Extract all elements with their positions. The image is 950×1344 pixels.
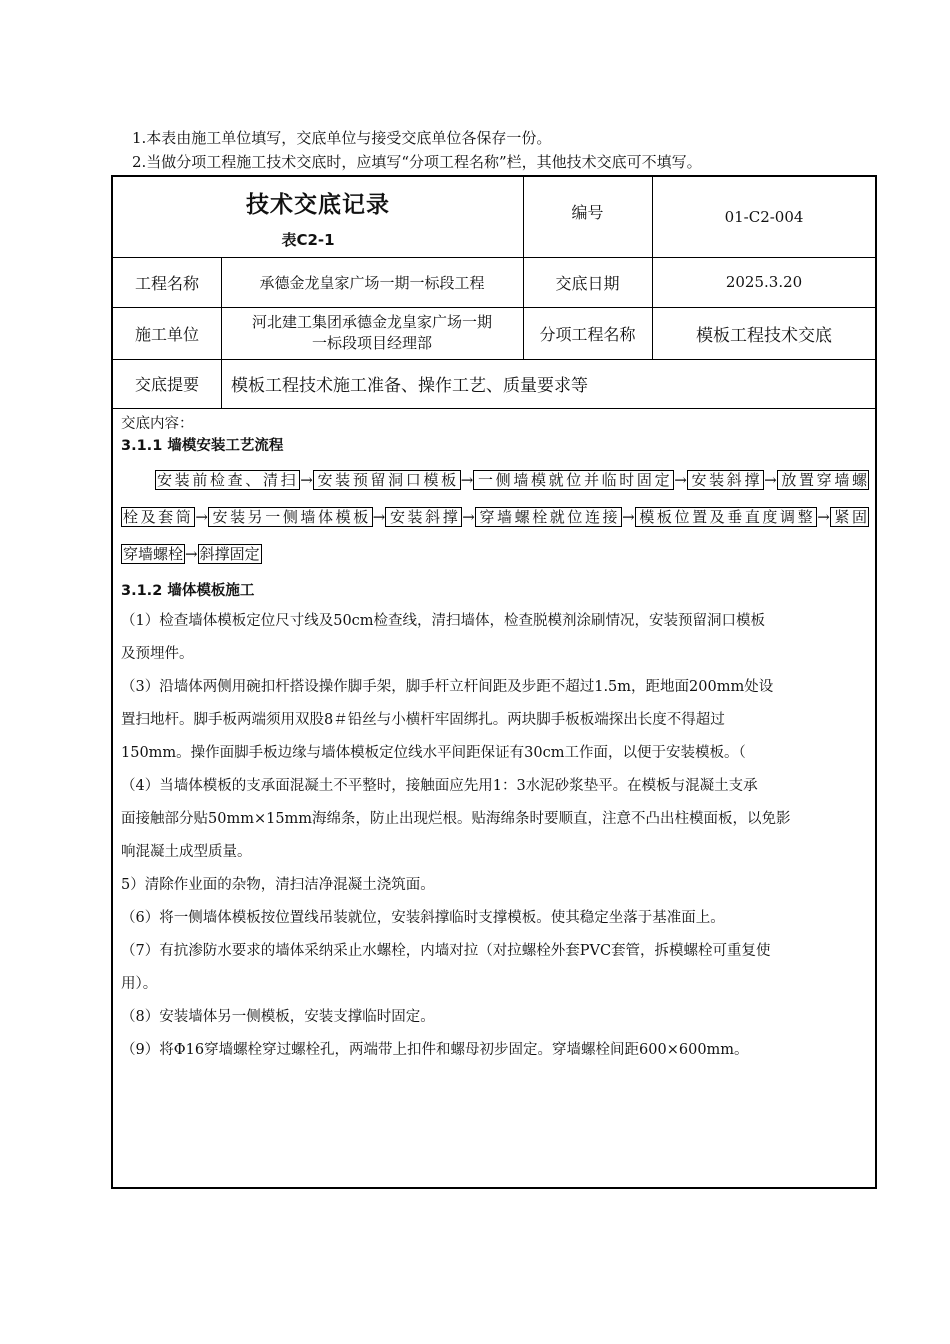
paragraph-7 — [121, 935, 869, 1001]
arrow-icon: → — [195, 508, 208, 526]
paragraph-line: 面接触部分贴50mm×15mm海绵条，防止出现烂根。贴海绵条时要顺直，注意不凸出柱模面板，以免影 — [121, 811, 791, 827]
project-name-label: 工程名称 — [134, 273, 199, 293]
flow-step: 安装斜撑 — [688, 471, 763, 489]
number-value: 01-C2-004 — [724, 208, 804, 226]
flow-step: 模板位置及垂直度调整 — [636, 508, 816, 526]
paragraph-3 — [121, 671, 869, 770]
arrow-icon: → — [185, 545, 198, 563]
arrow-icon: → — [674, 471, 687, 489]
flow-step: 紧固 — [831, 508, 867, 526]
paragraph-9 — [121, 1034, 869, 1067]
paragraph-line: 用）。 — [121, 976, 158, 992]
paragraph-line: （9）将Φ16穿墙螺栓穿过螺栓孔，两端带上扣件和螺母初步固定。穿墙螺栓间距600×600mm。 — [121, 1042, 749, 1058]
arrow-icon: → — [460, 471, 474, 489]
arrow-icon: → — [764, 471, 777, 489]
project-name-value: 承德金龙皇家广场一期一标段工程 — [259, 273, 485, 292]
summary-label: 交底提要 — [134, 375, 199, 394]
content-intro: 交底内容： — [121, 416, 194, 432]
flow-step: 放置穿墙螺 — [778, 471, 867, 489]
summary-value: 模板工程技术施工准备、操作工艺、质量要求等 — [231, 376, 588, 396]
record-table — [111, 175, 877, 1189]
note-line-2: 2.当做分项工程施工技术交底时，应填写“分项工程名称”栏，其他技术交底可不填写。 — [132, 153, 702, 171]
page-title: 技术交底记录 — [246, 192, 390, 218]
unit-value-line2: 一标段项目经理部 — [311, 334, 432, 352]
flow-step: 斜撑固定 — [199, 545, 260, 563]
paragraph-1 — [121, 605, 869, 671]
flow-step: 安装另一侧墙体模板 — [209, 508, 371, 526]
subproject-value: 模板工程技术交底 — [696, 325, 832, 346]
paragraph-line: （1）检查墙体模板定位尺寸线及50cm检查线，清扫墙体，检查脱模剂涂刷情况，安装预留洞口模板 — [121, 613, 766, 629]
title-block — [113, 177, 523, 257]
flow-step: 栓及套筒 — [123, 508, 194, 526]
paragraph-line: 置扫地杆。脚手板两端须用双股8＃铅丝与小横杆牢固绑扎。两块脚手板板端探出长度不得超过 — [121, 712, 725, 728]
date-label: 交底日期 — [555, 273, 620, 293]
arrow-icon: → — [622, 508, 635, 526]
paragraph-line: 及预埋件。 — [121, 646, 194, 662]
note-line-1: 1.本表由施工单位填写，交底单位与接受交底单位各保存一份。 — [132, 129, 552, 147]
flow-step: 一侧墙模就位并临时固定 — [475, 471, 673, 489]
unit-value-line1: 河北建工集团承德金龙皇家广场一期 — [251, 313, 492, 331]
date-value: 2025.3.20 — [725, 273, 803, 291]
unit-value — [221, 307, 523, 359]
paragraph-line: 响混凝土成型质量。 — [121, 844, 252, 860]
number-label: 编号 — [571, 202, 604, 222]
flow-line-1 — [121, 462, 869, 499]
paragraph-6 — [121, 902, 869, 935]
paragraph-line: （8）安装墙体另一侧模板，安装支撑临时固定。 — [121, 1009, 435, 1025]
section-title-1: 3.1.1 墙模安装工艺流程 — [121, 438, 284, 454]
paragraph-line: 5）清除作业面的杂物，清扫洁净混凝土浇筑面。 — [121, 877, 435, 893]
flow-step: 穿墙螺栓就位连接 — [476, 508, 621, 526]
flow-step: 安装预留洞口模板 — [314, 471, 459, 489]
flow-step: 安装前检查、清扫 — [157, 471, 299, 489]
arrow-icon: → — [462, 508, 475, 526]
paragraph-line: （6）将一侧墙体模板按位置线吊装就位，安装斜撑临时支撑模板。使其稳定坐落于基准面上。 — [121, 910, 725, 926]
unit-label: 施工单位 — [134, 324, 199, 344]
form-number: 表C2-1 — [281, 231, 335, 249]
arrow-icon: → — [300, 471, 313, 489]
paragraph-4 — [121, 770, 869, 869]
flow-line-2 — [121, 499, 869, 536]
paragraph-5 — [121, 869, 869, 902]
paragraph-line: （4）当墙体模板的支承面混凝土不平整时，接触面应先用1：3水泥砂浆垫平。在模板与混凝土支承 — [121, 778, 758, 794]
paragraph-8 — [121, 1001, 869, 1034]
flow-step: 穿墙螺栓 — [123, 545, 184, 563]
section-title-2: 3.1.2 墙体模板施工 — [121, 583, 255, 599]
paragraph-line: 150mm。操作面脚手板边缘与墙体模板定位线水平间距保证有30cm工作面，以便于安装模板。（ — [121, 745, 746, 761]
subproject-label: 分项工程名称 — [539, 324, 636, 344]
flow-line-3 — [121, 536, 869, 573]
paragraph-line: （7）有抗渗防水要求的墙体采纳采止水螺栓，内墙对拉（对拉螺栓外套PVC套管，拆模螺栓可重复使 — [121, 943, 771, 959]
arrow-icon: → — [372, 508, 386, 526]
arrow-icon: → — [817, 508, 830, 526]
content-body — [121, 414, 869, 1067]
flow-step: 安装斜撑 — [387, 508, 461, 526]
paragraph-line: （3）沿墙体两侧用碗扣杆搭设操作脚手架，脚手杆立杆间距及步距不超过1.5m，距地面200mm处设 — [121, 679, 774, 695]
